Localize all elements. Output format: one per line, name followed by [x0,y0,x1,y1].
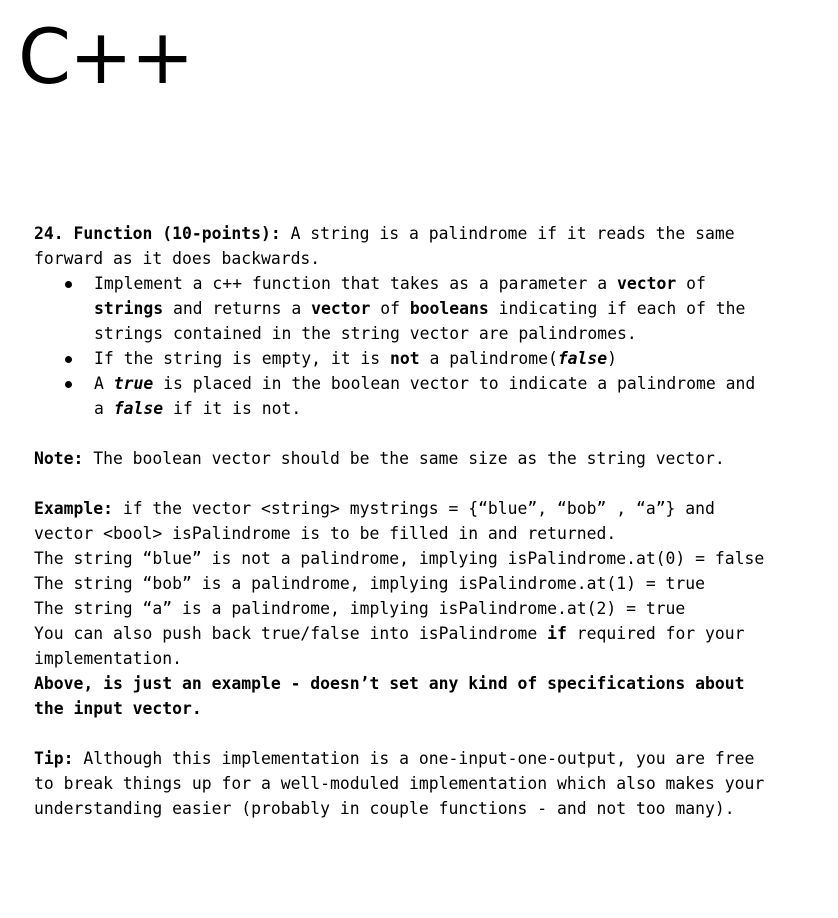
text: a [94,399,114,418]
tip-label: Tip: [34,749,74,768]
text: of [676,274,706,293]
bullet-3-line-2 [94,396,824,421]
text: is placed in the boolean vector to indicate a palindrome and [153,374,756,393]
example-disclaimer-1 [34,671,824,696]
text: if it is not. [163,399,302,418]
spacer [34,421,824,446]
requirements-list [34,271,824,421]
tip-line-2: to break things up for a well-moduled implementation which also makes your [34,774,765,793]
keyword: true [113,374,154,393]
bullet-icon [65,381,72,388]
note-label: Note: [34,449,84,468]
example-line-7: implementation. [34,649,183,668]
example-line-4: The string “bob” is a palindrome, implying isPalindrome.at(1) = true [34,574,706,593]
bullet-icon [65,281,72,288]
bullet-1-line-2 [94,296,824,321]
example-line-2: vector <bool> isPalindrome is to be filled in and returned. [34,524,617,543]
text: You can also push back true/false into isPalindrome [34,624,548,643]
list-item [34,271,824,346]
keyword: false [557,349,608,368]
example-line-1 [34,496,824,521]
intro-text: A string is a palindrome if it reads the same [280,224,735,243]
keyword: booleans [409,299,489,318]
note-line [34,446,824,471]
tip-text: Although this implementation is a one-input-one-output, you are free [73,749,755,768]
question-intro-line-1 [34,221,824,246]
keyword: not [390,349,420,368]
example-disclaimer-2 [34,696,824,721]
question-intro-line-2: forward as it does backwards. [34,249,321,268]
example-line-6 [34,621,824,646]
keyword: vector [617,274,677,293]
bullet-3-line-1 [94,371,824,396]
keyword: false [113,399,164,418]
note-text: The boolean vector should be the same size as the string vector. [83,449,725,468]
bullet-1-line-1 [94,271,824,296]
spacer [34,471,824,496]
text: indicating if each of the [488,299,746,318]
text: Implement a c++ function that takes as a parameter a [94,274,618,293]
list-item [34,371,824,421]
list-item [34,346,824,371]
keyword: vector [311,299,371,318]
text: of [370,299,410,318]
question-document [34,221,824,821]
text: If the string is empty, it is [94,349,391,368]
page-title: C++ [18,12,193,101]
example-line-3: The string “blue” is not a palindrome, implying isPalindrome.at(0) = false [34,549,765,568]
text: required for your [566,624,745,643]
spacer [34,721,824,746]
example-text: if the vector <string> mystrings = {“blue”, “bob” , “a”} and [112,499,715,518]
disclaimer-text: Above, is just an example - doesn’t set any kind of specifications about [34,674,745,693]
text: a palindrome( [419,349,558,368]
example-line-5: The string “a” is a palindrome, implying isPalindrome.at(2) = true [34,599,686,618]
keyword: strings [94,299,164,318]
bullet-icon [65,356,72,363]
keyword: if [547,624,567,643]
bullet-1-line-3: strings contained in the string vector are palindromes. [94,324,637,343]
tip-line-3: understanding easier (probably in couple functions - and not too many). [34,799,735,818]
text: A [94,374,114,393]
example-label: Example: [34,499,113,518]
tip-line-1 [34,746,824,771]
disclaimer-text: the input vector. [34,699,202,718]
bullet-2-line-1 [94,346,824,371]
text: ) [607,349,618,368]
text: and returns a [163,299,312,318]
question-heading: 24. Function (10-points): [34,224,281,243]
